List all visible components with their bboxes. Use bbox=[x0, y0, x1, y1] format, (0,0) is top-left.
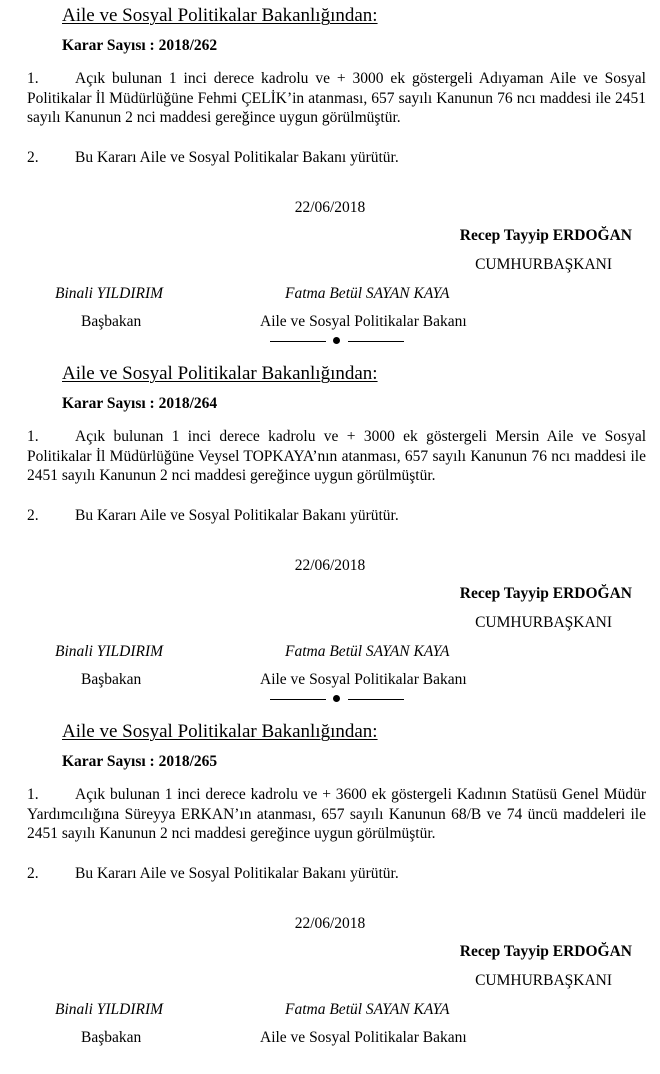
president-title: CUMHURBAŞKANI bbox=[475, 972, 612, 989]
president-title: CUMHURBAŞKANI bbox=[475, 614, 612, 631]
prime-minister-name: Binali YILDIRIM bbox=[55, 643, 164, 660]
separator-dot-icon bbox=[333, 695, 340, 702]
prime-minister-title: Başbakan bbox=[81, 313, 142, 330]
minister-name: Fatma Betül SAYAN KAYA bbox=[285, 1001, 450, 1018]
minister-title: Aile ve Sosyal Politikalar Bakanı bbox=[260, 1029, 467, 1046]
decision-section-262 bbox=[0, 0, 660, 358]
article-text-wrap bbox=[27, 864, 646, 884]
minister-name: Fatma Betül SAYAN KAYA bbox=[285, 285, 450, 302]
article-number: 2. bbox=[27, 149, 39, 166]
article-text-wrap bbox=[27, 69, 646, 128]
minister-name: Fatma Betül SAYAN KAYA bbox=[285, 643, 450, 660]
section-separator bbox=[270, 692, 404, 706]
article-text: Bu Kararı Aile ve Sosyal Politikalar Bakanı yürütür. bbox=[75, 149, 399, 166]
decision-number: Karar Sayısı : 2018/265 bbox=[62, 753, 218, 770]
prime-minister-name: Binali YILDIRIM bbox=[55, 1001, 164, 1018]
article-number: 1. bbox=[27, 786, 39, 803]
president-title: CUMHURBAŞKANI bbox=[475, 256, 612, 273]
article-number: 2. bbox=[27, 865, 39, 882]
article-text-wrap bbox=[27, 506, 646, 526]
article-text: Açık bulunan 1 inci derece kadrolu ve + 3600 ek göstergeli Kadının Statüsü Genel Müdür Yardımcılığına Süreyya ERKAN’ın atanması, 657 sayılı Kanunun 68/B ve 74 üncü maddeleri ile 2451 sayılı Kanunun 2 nci maddesi gereğince uygun görülmüştür. bbox=[27, 786, 646, 842]
decision-section-265 bbox=[0, 716, 660, 1074]
president-name: Recep Tayyip ERDOĞAN bbox=[459, 227, 632, 244]
prime-minister-title: Başbakan bbox=[81, 1029, 142, 1046]
article-number: 1. bbox=[27, 70, 39, 87]
ministry-heading: Aile ve Sosyal Politikalar Bakanlığından: bbox=[62, 721, 378, 742]
prime-minister-name: Binali YILDIRIM bbox=[55, 285, 164, 302]
minister-title: Aile ve Sosyal Politikalar Bakanı bbox=[260, 671, 467, 688]
separator-line bbox=[348, 341, 404, 342]
minister-title: Aile ve Sosyal Politikalar Bakanı bbox=[260, 313, 467, 330]
article-text-wrap bbox=[27, 427, 646, 486]
decision-date: 22/06/2018 bbox=[294, 199, 366, 216]
article-text-wrap bbox=[27, 148, 646, 168]
decision-number: Karar Sayısı : 2018/262 bbox=[62, 37, 218, 54]
separator-line bbox=[270, 341, 326, 342]
article-text: Açık bulunan 1 inci derece kadrolu ve + 3000 ek göstergeli Adıyaman Aile ve Sosyal Politikalar İl Müdürlüğüne Fehmi ÇELİK’in atanması, 657 sayılı Kanunun 76 ncı maddesi ile 2451 sayılı Kanunun 2 nci maddesi gereğince uygun görülmüştür. bbox=[27, 70, 646, 126]
article-text-wrap bbox=[27, 785, 646, 844]
separator-line bbox=[270, 699, 326, 700]
article-text: Bu Kararı Aile ve Sosyal Politikalar Bakanı yürütür. bbox=[75, 507, 399, 524]
ministry-heading: Aile ve Sosyal Politikalar Bakanlığından: bbox=[62, 5, 378, 26]
decision-date: 22/06/2018 bbox=[294, 915, 366, 932]
article-number: 2. bbox=[27, 507, 39, 524]
decision-number: Karar Sayısı : 2018/264 bbox=[62, 395, 218, 412]
president-name: Recep Tayyip ERDOĞAN bbox=[459, 585, 632, 602]
president-name: Recep Tayyip ERDOĞAN bbox=[459, 943, 632, 960]
article-number: 1. bbox=[27, 428, 39, 445]
article-text: Açık bulunan 1 inci derece kadrolu ve + 3000 ek göstergeli Mersin Aile ve Sosyal Politikalar İl Müdürlüğüne Veysel TOPKAYA’nın atanması, 657 sayılı Kanunun 76 ncı maddesi ile 2451 sayılı Kanunun 2 nci maddesi gereğince uygun görülmüştür. bbox=[27, 428, 646, 484]
decision-section-264 bbox=[0, 358, 660, 716]
ministry-heading: Aile ve Sosyal Politikalar Bakanlığından: bbox=[62, 363, 378, 384]
decision-date: 22/06/2018 bbox=[294, 557, 366, 574]
separator-line bbox=[348, 699, 404, 700]
prime-minister-title: Başbakan bbox=[81, 671, 142, 688]
separator-dot-icon bbox=[333, 337, 340, 344]
article-text: Bu Kararı Aile ve Sosyal Politikalar Bakanı yürütür. bbox=[75, 865, 399, 882]
section-separator bbox=[270, 334, 404, 348]
